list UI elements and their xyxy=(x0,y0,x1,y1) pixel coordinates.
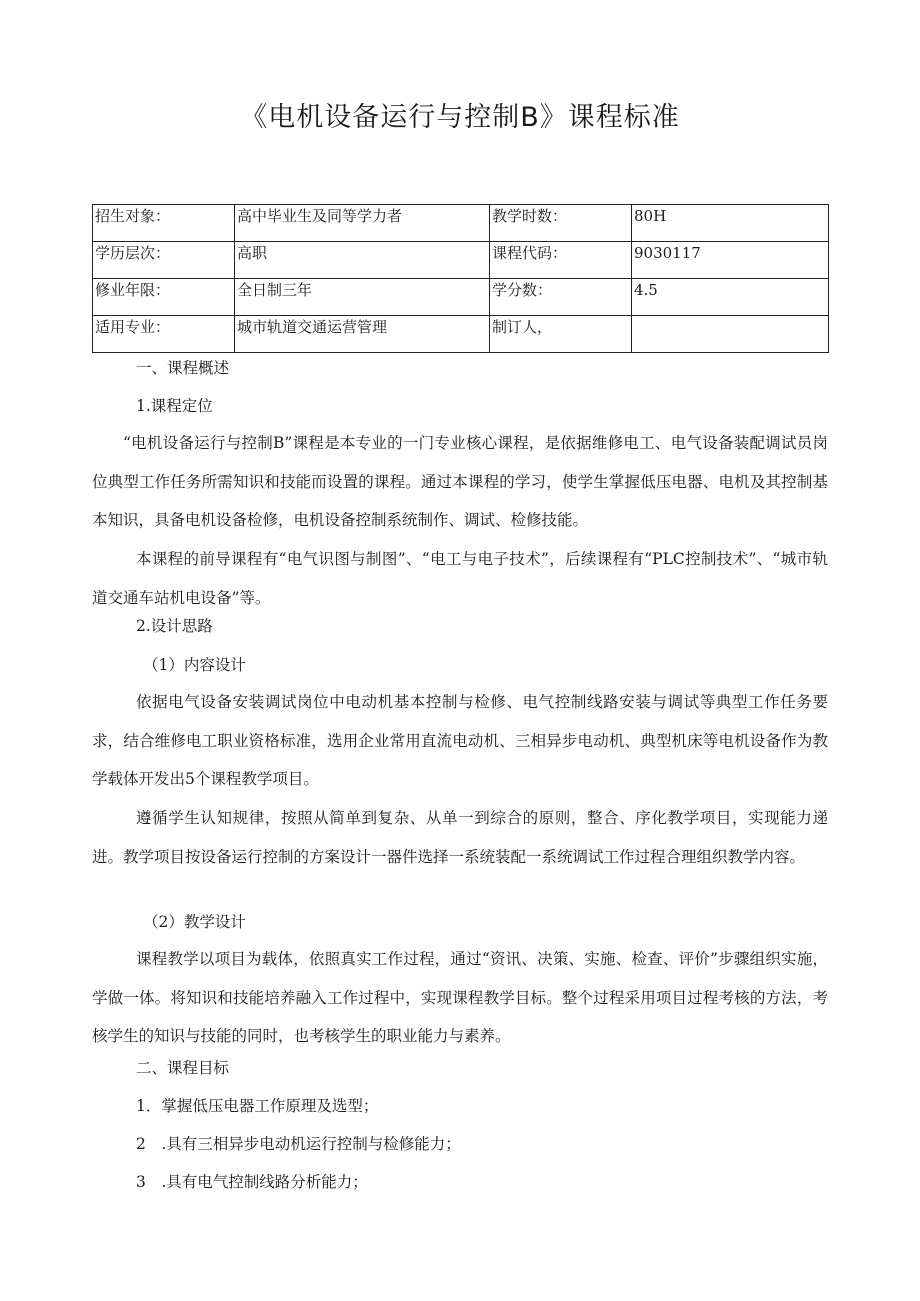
subsection-heading-design: 2.设计思路 xyxy=(136,617,213,635)
table-row xyxy=(93,316,829,353)
table-cell: 招生对象： xyxy=(93,205,235,242)
paragraph-cognitive-rules: 遵循学生认知规律，按照从简单到复杂、从单一到综合的原则，整合、序化教学项目，实现能力递进。教学项目按设备运行控制的方案设计一器件选择一系统装配一系统调试工作过程合理组织教学内容。 xyxy=(92,809,828,866)
section-heading-overview: 一、课程概述 xyxy=(136,359,230,377)
table-cell xyxy=(632,316,829,353)
paragraph-positioning: “电机设备运行与控制B”课程是本专业的一门专业核心课程，是依据维修电工、电气设备装配调试员岗位典型工作任务所需知识和技能而设置的课程。通过本课程的学习，使学生掌握低压电器、电机及其控制基本知识，具备电机设备检修，电机设备控制系统制作、调试、检修技能。 xyxy=(92,434,828,529)
table-row xyxy=(93,242,829,279)
objective-item: 1．掌握低压电器工作原理及选型； xyxy=(136,1097,379,1115)
table-cell: 课程代码： xyxy=(490,242,632,279)
subsection-heading-positioning: 1.课程定位 xyxy=(136,397,213,415)
table-cell: 9030117 xyxy=(632,242,829,279)
table-cell: 学历层次： xyxy=(93,242,235,279)
table-cell: 适用专业： xyxy=(93,316,235,353)
table-cell: 教学时数： xyxy=(490,205,632,242)
paragraph-teaching-design: 课程教学以项目为载体，依照真实工作过程，通过“资讯、决策、实施、检查、评价”步骤组织实施，学做一体。将知识和技能培养融入工作过程中，实现课程教学目标。整个过程采用项目过程考核的方法，考核学生的知识与技能的同时，也考核学生的职业能力与素养。 xyxy=(92,950,828,1045)
course-info-table xyxy=(92,204,829,353)
section-heading-objectives: 二、课程目标 xyxy=(136,1059,230,1077)
table-cell: 80H xyxy=(632,205,829,242)
table-cell: 学分数： xyxy=(490,279,632,316)
table-row xyxy=(93,205,829,242)
table-cell: 全日制三年 xyxy=(235,279,490,316)
table-cell: 修业年限： xyxy=(93,279,235,316)
objective-item: 2 .具有三相异步电动机运行控制与检修能力； xyxy=(136,1135,461,1153)
table-cell: 城市轨道交通运营管理 xyxy=(235,316,490,353)
table-cell: 4.5 xyxy=(632,279,829,316)
objective-item: 3 .具有电气控制线路分析能力； xyxy=(136,1173,368,1191)
subheading-content-design: （1）内容设计 xyxy=(143,656,246,674)
document-title: 《电机设备运行与控制B》课程标准 xyxy=(240,102,680,133)
paragraph-prerequisites: 本课程的前导课程有“电气识图与制图”、“电工与电子技术”，后续课程有“PLC控制技术”、“城市轨道交通车站机电设备”等。 xyxy=(92,550,828,607)
table-cell: 制订人， xyxy=(490,316,632,353)
table-row xyxy=(93,279,829,316)
table-cell: 高中毕业生及同等学力者 xyxy=(235,205,490,242)
table-cell: 高职 xyxy=(235,242,490,279)
paragraph-content-design: 依据电气设备安装调试岗位中电动机基本控制与检修、电气控制线路安装与调试等典型工作任务要求，结合维修电工职业资格标准，选用企业常用直流电动机、三相异步电动机、典型机床等电机设备作为教学载体开发出5个课程教学项目。 xyxy=(92,693,828,788)
subheading-teaching-design: （2）教学设计 xyxy=(143,913,246,931)
